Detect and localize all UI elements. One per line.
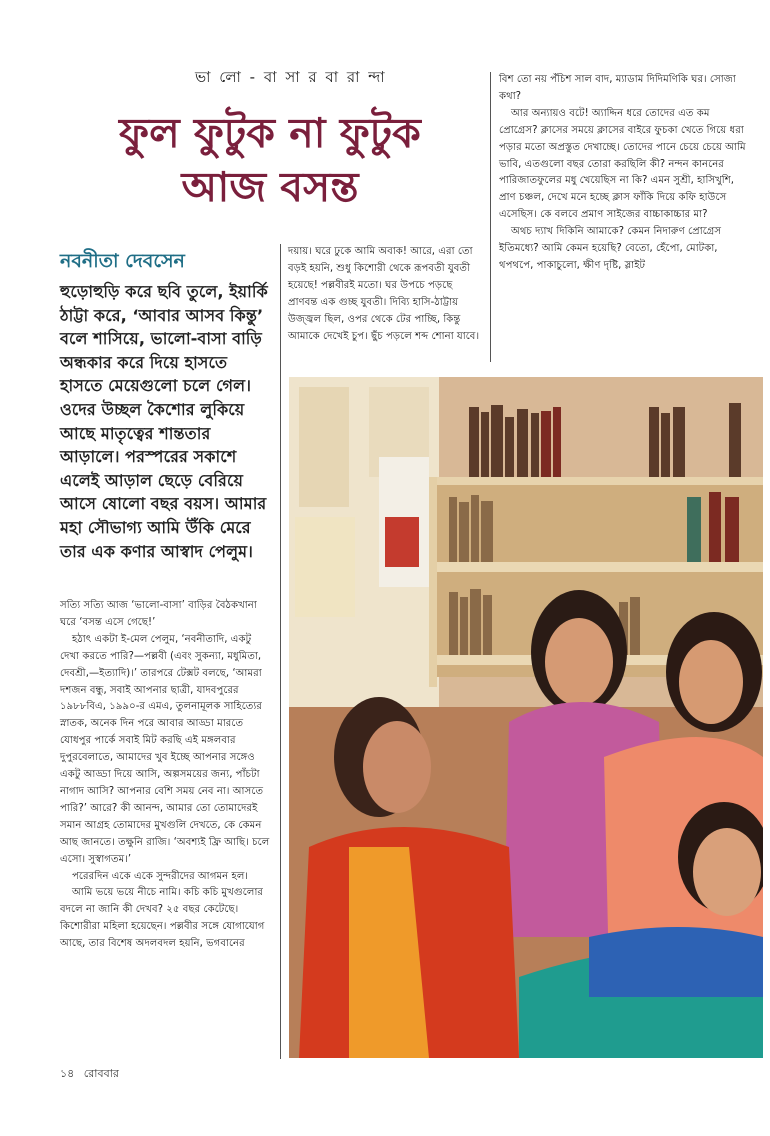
magazine-name: রোববার — [83, 1067, 119, 1080]
title-line-1: ফুল ফুটুক না ফুটুক — [119, 109, 421, 157]
intro-paragraph: হুড়োহুড়ি করে ছবি তুলে, ইয়ার্কি ঠাট্টা করে, ‘আবার আসব কিন্তু’ বলে শাসিয়ে, ভালো-বাসা বাড়ি অন্ধকার করে দিয়ে হাসতে হাসতে মেয়েগুলো চলে গেল। ওদের উচ্ছল কৈশোর লুকিয়ে আছে মাতৃত্বের শান্ততার আড়ালে। পরস্পরের সকাশে এলেই আড়াল ছেড়ে বেরিয়ে আসে ষোলো বছর বয়স। আমার মহা সৌভাগ্য আমি উঁকি মেরে তার এক কণার আস্বাদ পেলুম। — [60, 282, 268, 561]
author-name: নবনীতা দেবসেন — [60, 250, 185, 272]
col3-paragraph: আর অন্যায়ও বটে! অ্যাদ্দিন ধরে তোদের এত কম প্রোগ্রেস? ক্লাসের সময়ে ক্লাসের বাইরে ফুচকা খেতে গিয়ে ধরা পড়ার মতো অপ্রস্তুত দেখাচ্ছে। তোদের পানে চেয়ে চেয়ে আমি ভাবি, এতগুলো বছর তোরা করছিলি কী? নন্দন কাননের পারিজাতফুলের মধু খেয়েছিস না কি? এমন সুশ্রী, হাসিখুশি, প্রাণ চঞ্চল, দেখে মনে হচ্ছে ক্লাস ফাঁকি দিয়ে কফি হাউসে এসেছিস। কে বলবে প্রমাণ সাইজের বাচ্চাকাচ্চার মা? — [499, 107, 746, 221]
article-title — [60, 106, 480, 214]
section-label: ভা লো - বা সা র বা রা ন্দা — [195, 68, 387, 86]
col1-paragraph: পরেরদিন একে একে সুন্দরীদের আগমন হল। — [72, 870, 249, 882]
column-divider-left — [280, 244, 281, 1059]
body-column-2 — [288, 244, 482, 345]
body-column-3 — [499, 72, 749, 275]
col1-paragraph: আমি ভয়ে ভয়ে নীচে নামি। কচি কচি মুখগুলোর বদলে না জানি কী দেখব? ২৫ বছর কেটেছে। কিশোরীরা মহিলা হয়েছেন। পল্লবীর সঙ্গে যোগাযোগ আছে, তার বিশেষ অদলবদল হয়নি, ভগবানের — [60, 887, 265, 950]
col1-paragraph: হঠাৎ একটা ই-মেল পেলুম, ‘নবনীতাদি, একটু দেখা করতে পারি?—পল্লবী (এবং সুকন্যা, মধুমিতা, দেবশ্রী,—ইত্যাদি)।’ তারপরে টেক্সট বলছে, ‘আমরা দশজন বন্ধু, সবাই আপনার ছাত্রী, যাদবপুরের ১৯৮৮বিএ, ১৯৯০-র এমএ, তুলনামূলক সাহিত্যের স্নাতক, অনেক দিন পরে আবার আড্ডা মারতে যোধপুর পার্কে সবাই মিট করছি এই মঙ্গলবার দুপুরবেলাতে, আমাদের খুব ইচ্ছে আপনার সঙ্গেও একটু আড্ডা দিয়ে আসি, অল্পসময়ের জন্য, পাঁচটা নাগাদ আসি? আপনার বেশি সময় নেব না। আসতে পারি?’ আরে? কী আনন্দ, আমার তো তোমাদেরই সমান আগ্রহ তোমাদের মুখগুলি দেখতে, কে কেমন আছ জানতে। তক্ষুনি রাজি। ‘অবশ্যই ফ্রি আছি। চলে এসো। সুস্বাগতম।’ — [60, 633, 270, 865]
group-photo — [289, 377, 763, 1058]
col3-paragraph: অথচ দ্যাখ দিকিনি আমাকে? কেমন নিদারুণ প্রোগ্রেস ইতিমধ্যে? আমি কেমন হয়েছি? বেতো, হেঁপো, মোটকা, থপথপে, পাকাচুলো, ক্ষীণ দৃষ্টি, স্লাইট — [499, 226, 722, 271]
page-footer — [60, 1065, 125, 1084]
title-line-2: আজ বসন্ত — [181, 163, 359, 211]
body-column-1 — [60, 598, 272, 953]
page-number: ১৪ — [60, 1067, 75, 1080]
column-divider-right — [490, 72, 491, 362]
col3-paragraph: বিশ তো নয় পঁচিশ সাল বাদ, ম্যাডাম দিদিমণিকি ঘর। সোজা কথা? — [499, 74, 736, 102]
col2-paragraph: দয়ায়। ঘরে ঢুকে আমি অবাক! আরে, এরা তো বড়ই হয়নি, শুধু কিশোরী থেকে রূপবতী যুবতী হয়েছে! পল্লবীরই মতো। ঘর উপচে পড়ছে প্রাণবন্ত এক গুচ্ছ যুবতী। দিব্যি হাসি-ঠাট্টায় উজ্জ্বল ছিল, ওপর থেকে টের পাচ্ছি, কিন্তু আমাকে দেখেই চুপ। ছুঁচ পড়লে শব্দ শোনা যাবে। — [288, 246, 480, 342]
col1-paragraph: সত্যি সত্যি আজ ‘ভালো-বাসা’ বাড়ির বৈঠকখানা ঘরে ‘বসন্ত এসে গেছে!’ — [60, 600, 257, 628]
